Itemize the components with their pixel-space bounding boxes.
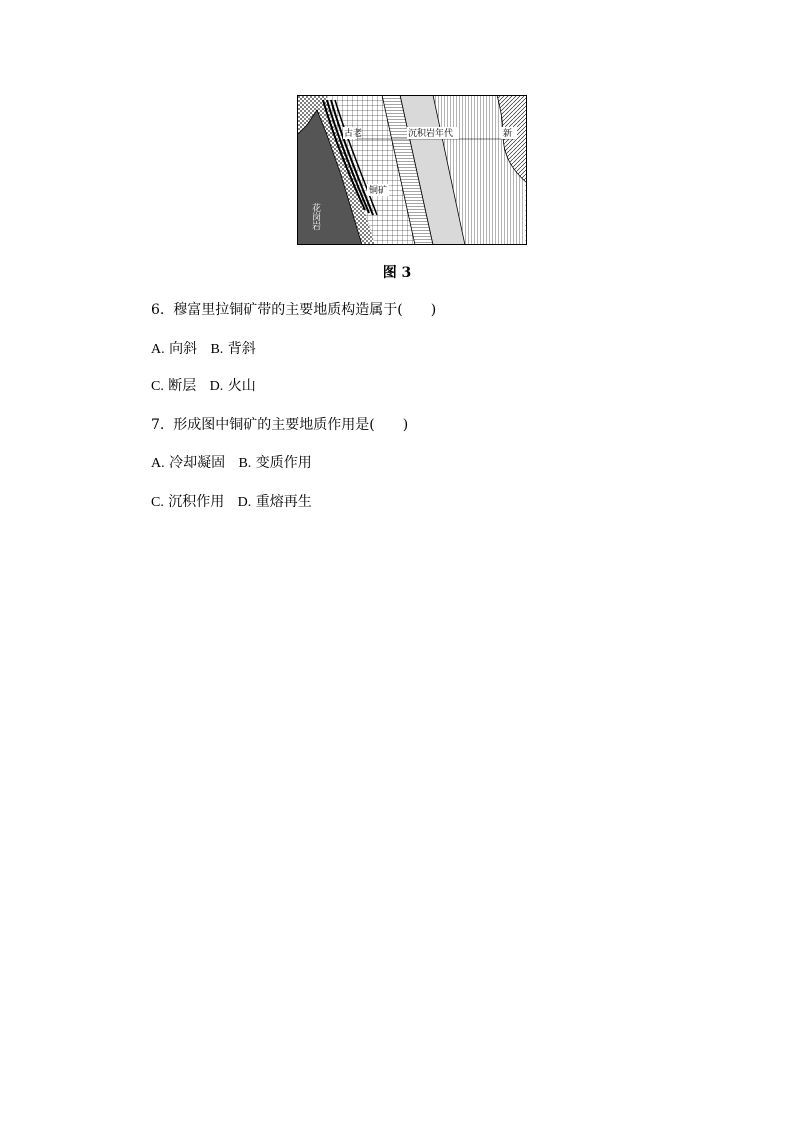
option-letter: C.: [151, 495, 164, 510]
label-granite: 花岗岩: [310, 203, 320, 230]
option-text: 断层: [168, 378, 197, 394]
question-text: 形成图中铜矿的主要地质作用是( ): [173, 417, 409, 433]
option-text: 火山: [227, 378, 256, 394]
question-6-options-ab: [151, 340, 256, 359]
option-letter: A.: [151, 342, 165, 357]
question-number: 7.: [151, 417, 165, 433]
question-7-options-ab: [151, 454, 312, 473]
option-letter: B.: [210, 342, 224, 357]
option-letter: D.: [237, 495, 252, 510]
question-6-options-cd: [151, 377, 256, 396]
geology-figure: [297, 95, 527, 245]
question-text: 穆富里拉铜矿带的主要地质构造属于( ): [173, 302, 437, 318]
option-text: 向斜: [169, 341, 198, 357]
option-text: 背斜: [227, 341, 256, 357]
question-7-stem: [151, 416, 408, 434]
option-letter: A.: [151, 456, 165, 471]
label-sediment-age: 沉积岩年代: [408, 129, 454, 139]
option-letter: C.: [151, 379, 164, 394]
label-new: 新: [503, 129, 513, 139]
geology-cross-section: [297, 95, 527, 245]
option-text: 变质作用: [255, 455, 312, 471]
question-6-stem: [151, 301, 436, 319]
label-copper: 铜矿: [369, 186, 388, 196]
option-text: 冷却凝固: [169, 455, 226, 471]
question-number: 6.: [151, 302, 165, 318]
option-letter: B.: [238, 456, 252, 471]
option-text: 沉积作用: [168, 494, 225, 510]
figure-caption: 图 3: [382, 265, 412, 281]
option-letter: D.: [209, 379, 224, 394]
question-7-options-cd: [151, 493, 312, 512]
option-text: 重熔再生: [255, 494, 312, 510]
label-old: 古老: [344, 129, 363, 139]
